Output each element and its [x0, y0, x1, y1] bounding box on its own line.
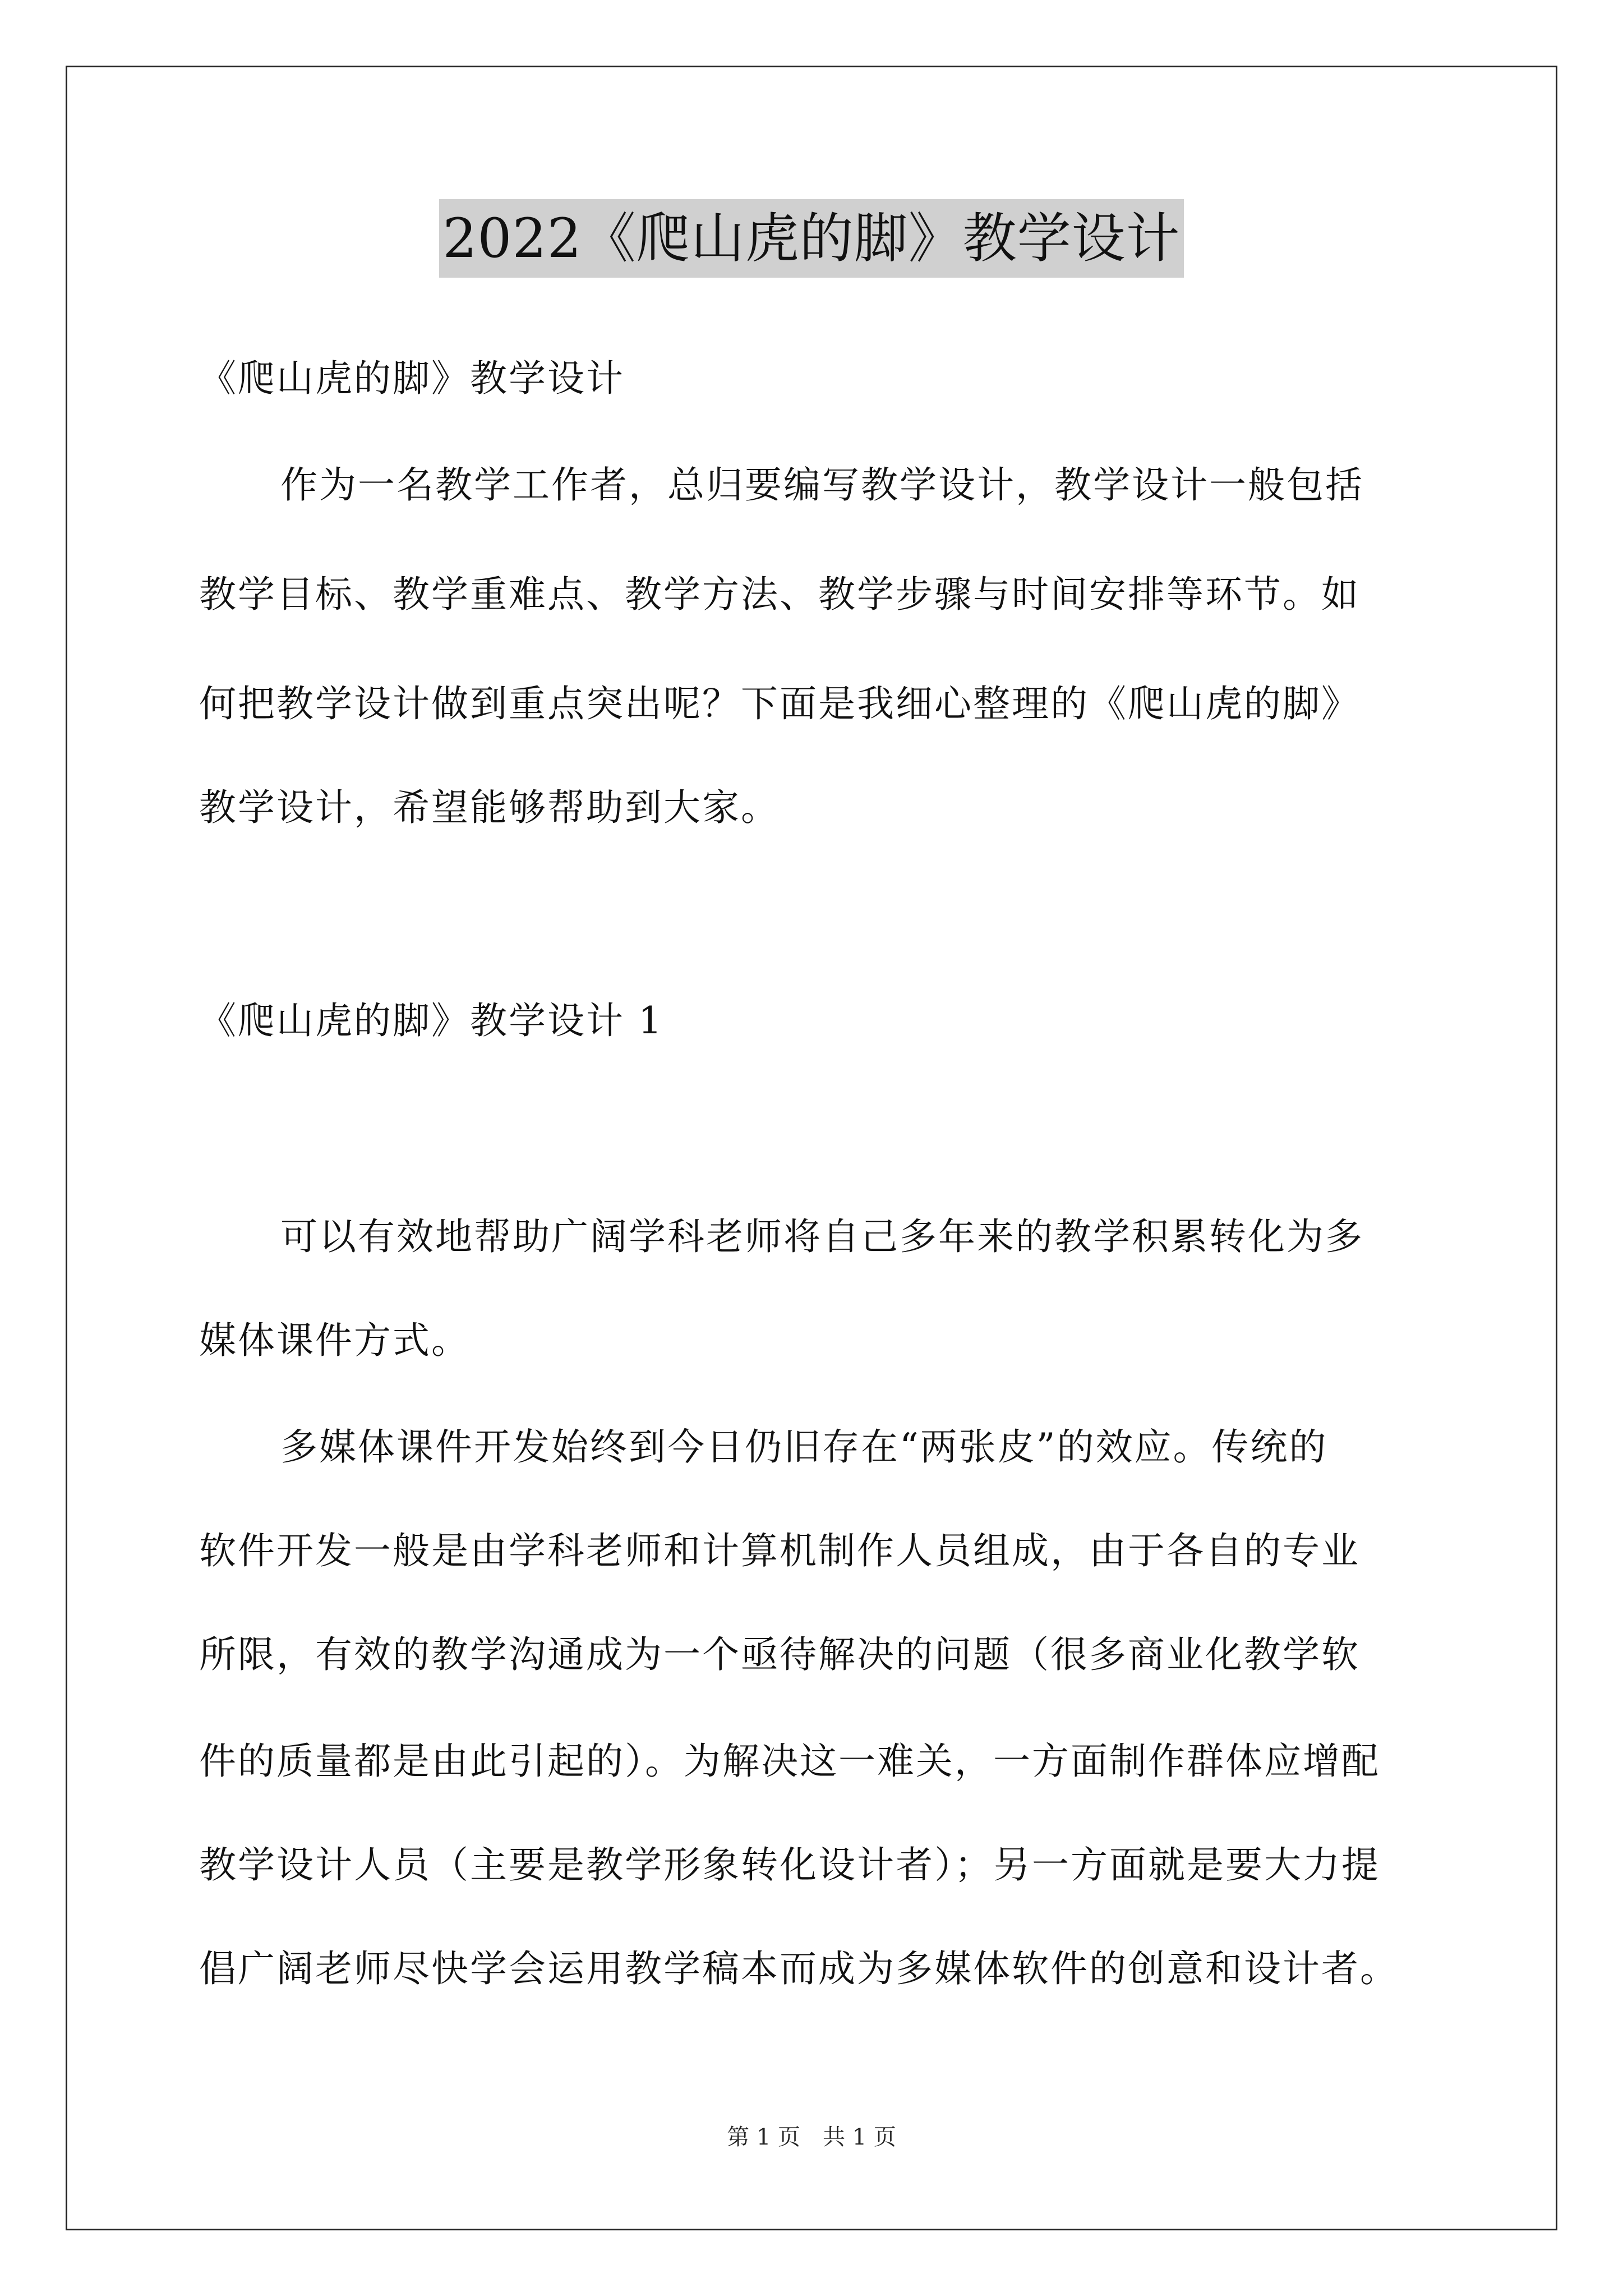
- document-title: 2022《爬山虎的脚》教学设计: [439, 199, 1183, 278]
- intro-line: 作为一名教学工作者，总归要编写教学设计，教学设计一般包括: [280, 463, 1364, 507]
- paragraph-line: 软件开发一般是由学科老师和计算机制作人员组成，由于各自的专业: [199, 1529, 1360, 1572]
- document-subtitle: 《爬山虎的脚》教学设计: [199, 357, 625, 400]
- paragraph-line: 媒体课件方式。: [199, 1319, 470, 1362]
- intro-line: 教学设计，希望能够帮助到大家。: [199, 786, 780, 829]
- intro-line: 教学目标、教学重难点、教学方法、教学步骤与时间安排等环节。如: [199, 573, 1360, 616]
- paragraph-line: 可以有效地帮助广阔学科老师将自己多年来的教学积累转化为多: [280, 1215, 1364, 1258]
- page-footer: 第 1 页 共 1 页: [727, 2124, 896, 2150]
- title-container: [0, 199, 1623, 278]
- paragraph-line: 所限，有效的教学沟通成为一个亟待解决的问题（很多商业化教学软: [199, 1633, 1360, 1676]
- section-heading: 《爬山虎的脚》教学设计 1: [199, 999, 663, 1042]
- intro-line: 何把教学设计做到重点突出呢？下面是我细心整理的《爬山虎的脚》: [199, 682, 1360, 725]
- paragraph-line: 教学设计人员（主要是教学形象转化设计者）；另一方面就是要大力提: [199, 1843, 1380, 1887]
- paragraph-line: 多媒体课件开发始终到今日仍旧存在“两张皮”的效应。传统的: [280, 1425, 1328, 1469]
- paragraph-line: 倡广阔老师尽快学会运用教学稿本而成为多媒体软件的创意和设计者。: [199, 1947, 1399, 1990]
- paragraph-line: 件的质量都是由此引起的）。为解决这一难关，一方面制作群体应增配: [199, 1740, 1380, 1783]
